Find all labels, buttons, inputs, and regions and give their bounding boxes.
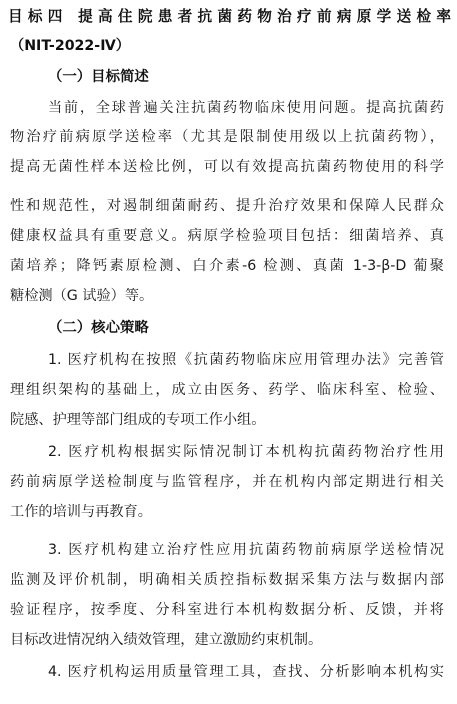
paragraph-line: 菌培养；降钙素原检测、白介素-6 检测、真菌 1-3-β-D 葡聚	[10, 258, 444, 274]
paragraph-line: 糖检测（G 试验）等。	[10, 288, 154, 304]
strategy-item-1-line: 理组织架构的基础上，成立由医务、药学、临床科室、检验、	[10, 382, 444, 398]
section-heading-summary: （一）目标简述	[48, 69, 149, 85]
paragraph-line: 性和规范性，对遏制细菌耐药、提升治疗效果和保障人民群众	[10, 198, 444, 214]
strategy-item-1-line: 院感、护理等部门组成的专项工作小组。	[10, 412, 266, 428]
section-heading-strategy: （二）核心策略	[48, 320, 149, 336]
strategy-item-2-line: 2. 医疗机构根据实际情况制订本机构抗菌药物治疗性用	[48, 444, 444, 460]
strategy-item-3-line: 监测及评价机制，明确相关质控指标数据采集方法与数据内部	[10, 572, 444, 588]
strategy-item-3-line: 验证程序，按季度、分科室进行本机构数据分析、反馈，并将	[10, 602, 444, 618]
strategy-item-2-line: 工作的培训与再教育。	[10, 504, 152, 520]
goal-title: 目标四 提高住院患者抗菌药物治疗前病原学送检率	[8, 8, 451, 25]
strategy-item-3-line: 3. 医疗机构建立治疗性应用抗菌药物前病原学送检情况	[48, 542, 444, 558]
paragraph-line: 当前，全球普遍关注抗菌药物临床使用问题。提高抗菌药	[48, 100, 444, 116]
goal-code: （NIT-2022-Ⅳ）	[10, 38, 130, 54]
paragraph-line: 物治疗前病原学送检率（尤其是限制使用级以上抗菌药物），	[10, 129, 444, 145]
strategy-item-4-line: 4. 医疗机构运用质量管理工具，查找、分析影响本机构实	[48, 664, 444, 680]
paragraph-line: 提高无菌性样本送检比例，可以有效提高抗菌药物使用的科学	[10, 159, 444, 175]
paragraph-line: 健康权益具有重要意义。病原学检验项目包括：细菌培养、真	[10, 228, 444, 244]
strategy-item-1-line: 1. 医疗机构在按照《抗菌药物临床应用管理办法》完善管	[48, 352, 444, 368]
strategy-item-2-line: 药前病原学送检制度与监管程序，并在机构内部定期进行相关	[10, 474, 444, 490]
strategy-item-3-line: 目标改进情况纳入绩效管理，建立激励约束机制。	[10, 632, 323, 648]
